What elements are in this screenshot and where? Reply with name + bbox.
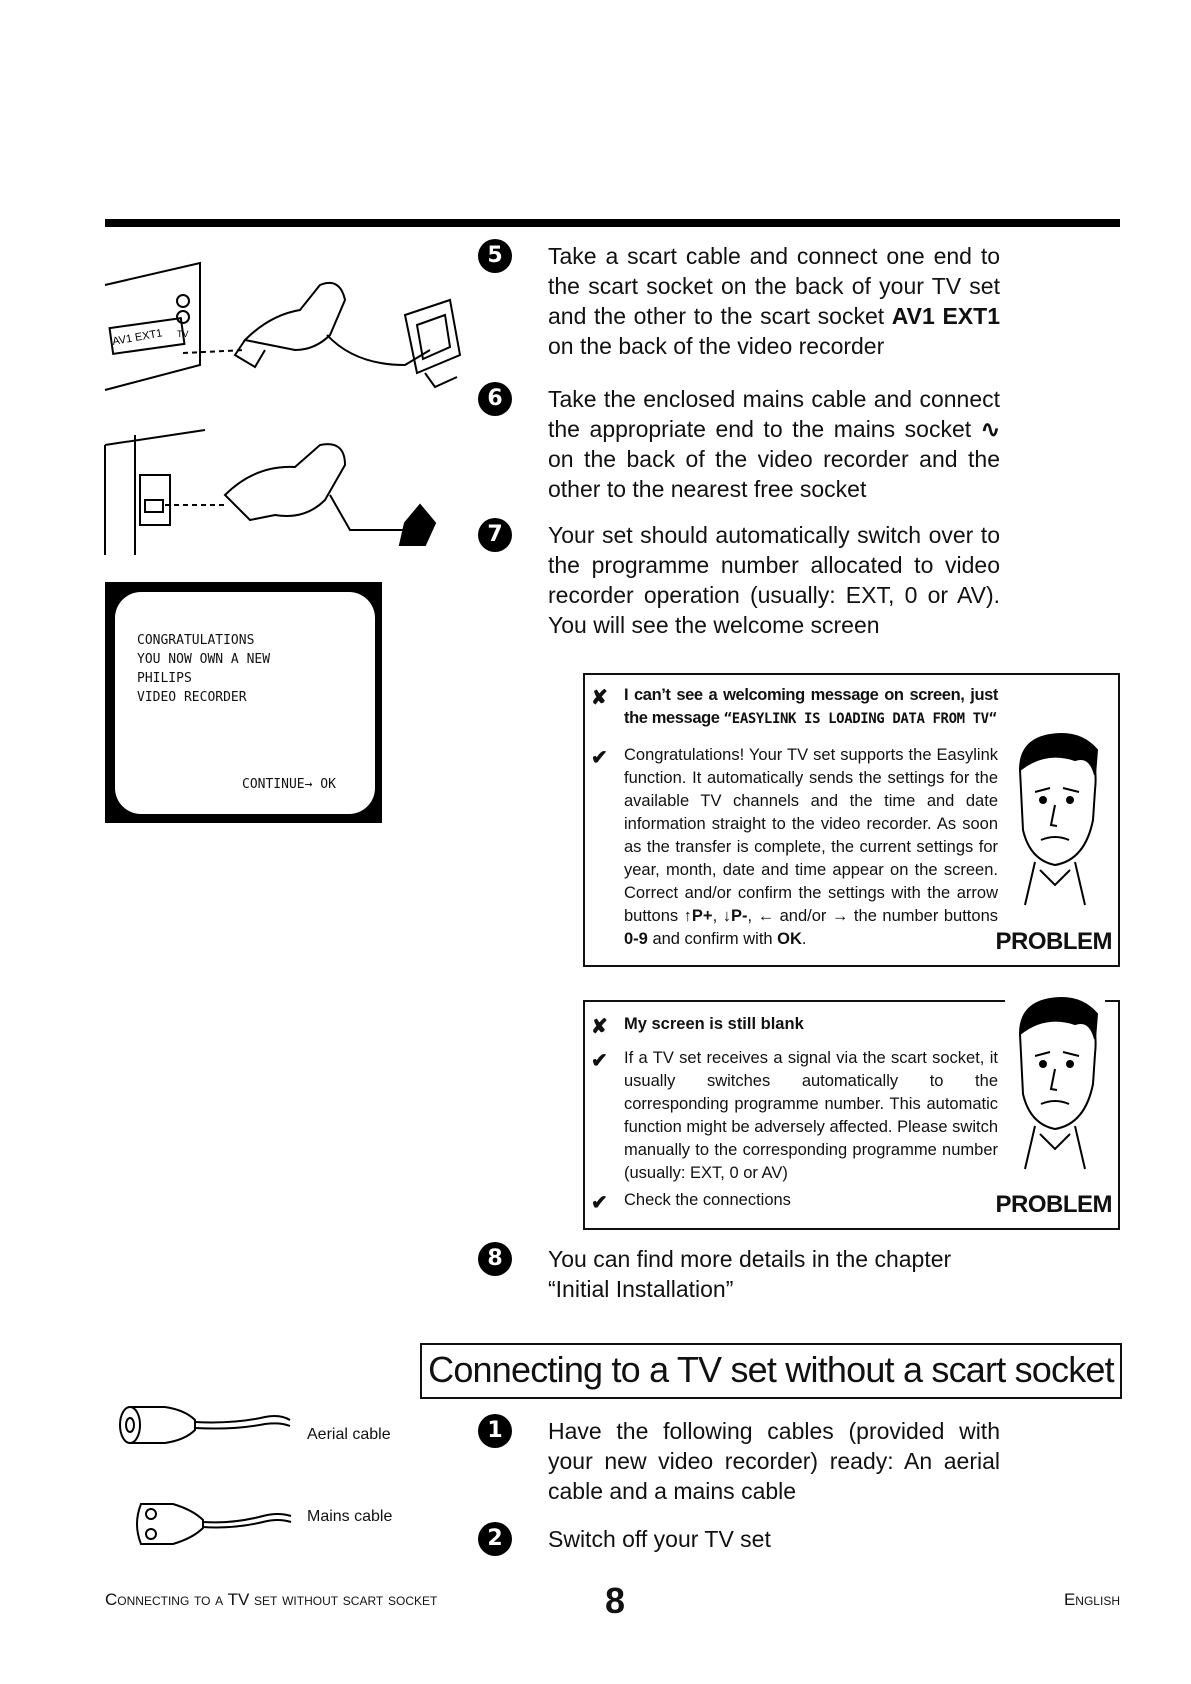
mains-socket-icon: ∿ [980, 416, 1000, 442]
mains-cable-label: Mains cable [307, 1508, 393, 1525]
av1-ext1-label: AV1 EXT1 [891, 303, 1000, 329]
section-title: Connecting to a TV set without a scart socket [420, 1343, 1122, 1399]
screen-line: PHILIPS [137, 671, 192, 686]
digit-buttons: 0-9 [624, 930, 648, 948]
screen-line: CONGRATULATIONS [137, 633, 255, 648]
problem-1-label: PROBLEM [995, 928, 1112, 955]
step-6-text: Take the enclosed mains cable and connect the appropriate end to the mains socket ∿ on the back of the video recorder and the other to the nearest free socket [548, 386, 1000, 502]
right-arrow-icon: → [831, 907, 849, 925]
screen-line: YOU NOW OWN A NEW [137, 652, 271, 667]
check-icon: ✔ [591, 747, 608, 769]
step-5-text: Take a scart cable and connect one end to the scart socket on the back of your TV set and the other to the scart socket AV1 EXT1 on the back of the video recorder [548, 243, 1000, 359]
problem-1-question: I can’t see a welcoming message on screen, just the message “EASYLINK IS LOADING DATA FROM TV“ [624, 686, 998, 727]
aerial-cable-label: Aerial cable [307, 1426, 391, 1443]
step-6-number: 6 [478, 382, 512, 416]
ok-button: OK [777, 930, 802, 948]
page-number: 8 [605, 1580, 626, 1621]
problem-2-answer-2: Check the connections [624, 1191, 791, 1209]
problem-box-2 [583, 1000, 1120, 1230]
scart-connection-illustration [105, 255, 475, 405]
step-7-number: 7 [478, 518, 512, 552]
step-7-text: Your set should automatically switch over to the programme number allocated to video recorder operation (usually: EXT, 0 or AV). You will see the welcome screen [548, 522, 1000, 638]
mains-connection-illustration [105, 425, 445, 565]
problem-2-question: My screen is still blank [624, 1015, 804, 1033]
screen-continue: CONTINUE→ OK [242, 777, 336, 792]
check-icon: ✔ [591, 1192, 608, 1214]
step-2-text: Switch off your TV set [548, 1526, 771, 1552]
step-8-text: You can find more details in the chapter “Initial Installation” [548, 1246, 952, 1302]
footer-language: English [1063, 1590, 1120, 1609]
problem-1-answer: Congratulations! Your TV set supports the Easylink function. It automatically sends the settings for the available TV channels and the time and date information straight to the video recorder. As soon as the transfer is complete, the current settings for year, month, date and time appear on the screen. Correct and/or confirm the settings with the arrow buttons ↑P+, ↓P-, ← and/or → the number buttons 0-9 and confirm with OK. [624, 746, 998, 948]
problem-2-answer-1: If a TV set receives a signal via the scart socket, it usually switches automatically to the corresponding programme number. This automatic function might be adversely affected. Please switch manually to the corresponding programme number (usually: EXT, 0 or AV) [624, 1049, 998, 1182]
step-1-number: 1 [478, 1414, 512, 1448]
footer-chapter-title: Connecting to a TV set without scart socket [105, 1590, 438, 1609]
step-5-number: 5 [478, 239, 512, 273]
cross-icon: ✘ [591, 687, 608, 709]
aerial-cable-icon [115, 1402, 295, 1448]
problem-box-1 [583, 673, 1120, 967]
p-minus-button: ↓P- [722, 907, 748, 925]
welcome-screen [105, 582, 382, 823]
port-label: AV1 EXT1 [111, 327, 164, 348]
screen-line: VIDEO RECORDER [137, 690, 247, 705]
left-arrow-icon: ← [757, 907, 775, 925]
top-rule [105, 219, 1120, 227]
welcome-screen-display [115, 592, 375, 814]
step-1-text: Have the following cables (provided with your new video recorder) ready: An aerial cable and a mains cable [548, 1418, 1000, 1504]
p-plus-button: ↑P+ [683, 907, 713, 925]
problem-face-icon [1005, 994, 1105, 1174]
problem-face-icon [1005, 730, 1105, 910]
check-icon: ✔ [591, 1050, 608, 1072]
step-8-number: 8 [478, 1242, 512, 1276]
mains-cable-icon [133, 1498, 293, 1550]
problem-2-label: PROBLEM [995, 1191, 1112, 1218]
tv-label: TV [177, 329, 189, 339]
cross-icon: ✘ [591, 1016, 608, 1038]
step-2-number: 2 [478, 1522, 512, 1556]
